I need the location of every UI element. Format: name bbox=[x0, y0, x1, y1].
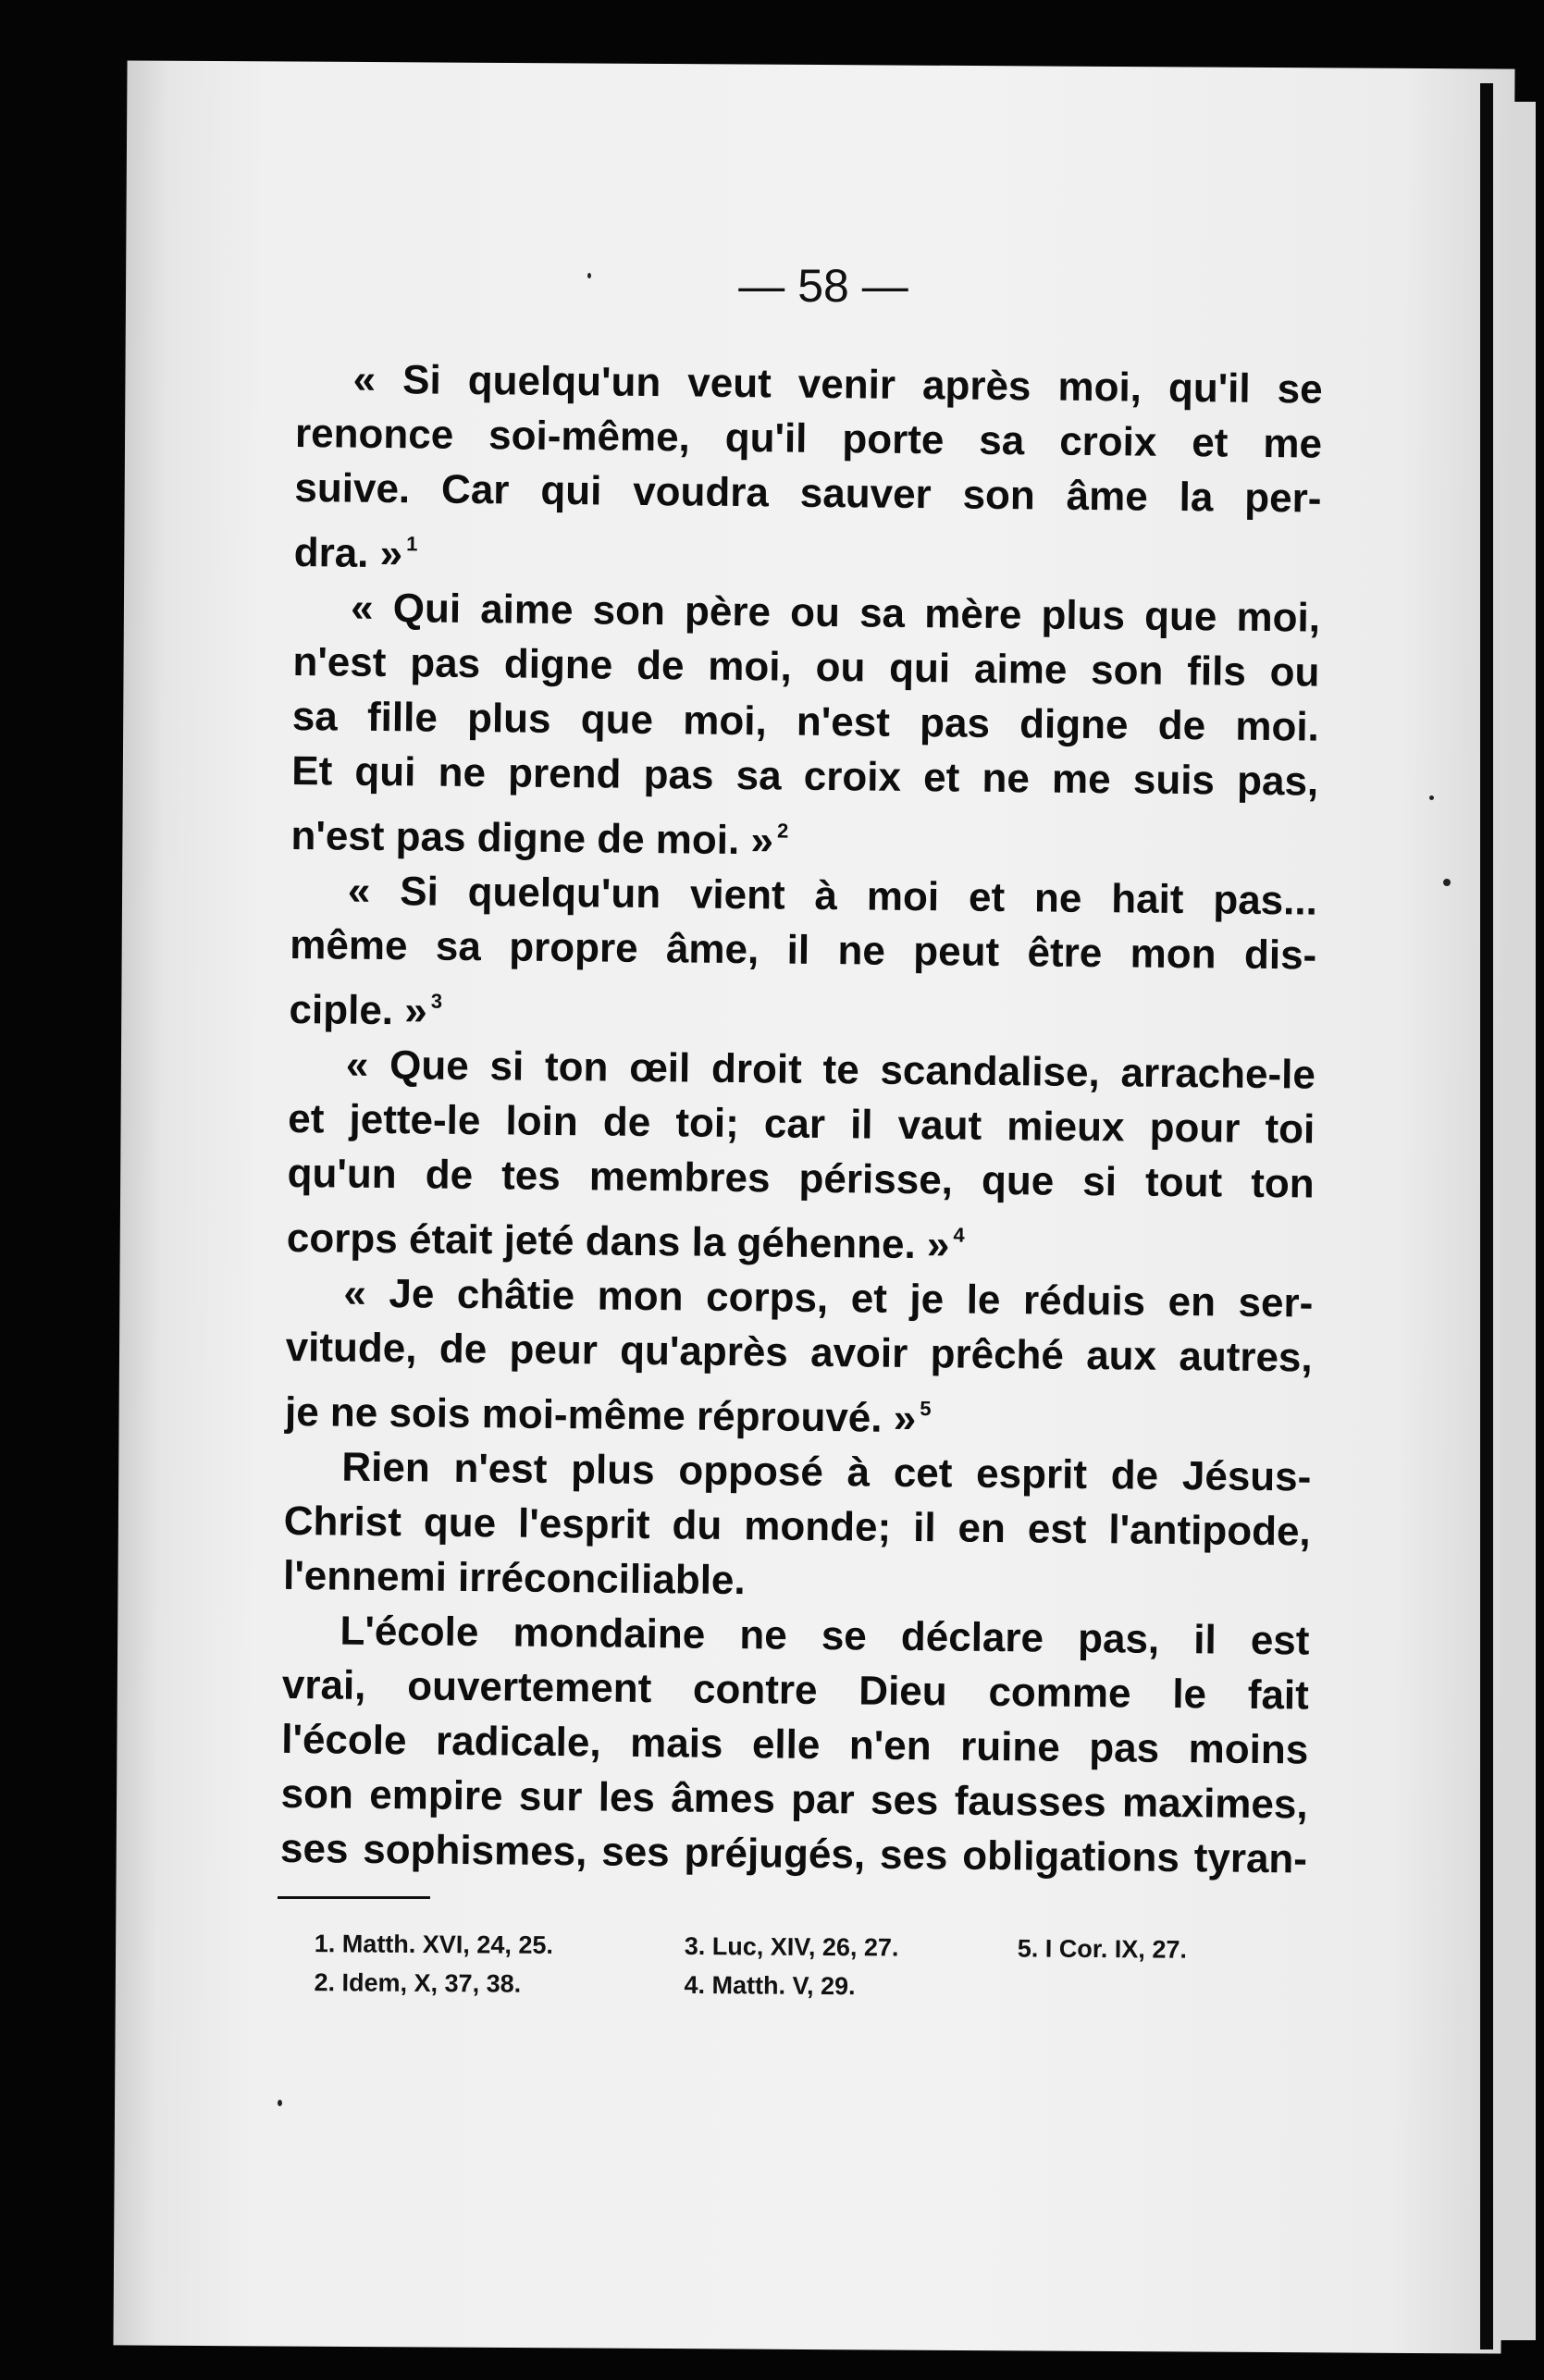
paragraph bbox=[285, 1265, 1314, 1450]
footnote-column bbox=[684, 1927, 898, 2006]
footnote-column bbox=[1018, 1929, 1187, 1968]
text-line: vrai, ouvertement contre Dieu comme le fait bbox=[281, 1661, 1310, 1719]
text-line: « Je châtie mon corps, et je le réduis en ser- bbox=[343, 1270, 1314, 1326]
text-line: renonce soi-même, qu'il porte sa croix et me bbox=[294, 410, 1323, 467]
footnote: 3. Luc, XIV, 26, 27. bbox=[684, 1931, 899, 1962]
footnote-ref: 1 bbox=[406, 532, 418, 556]
footnote-ref: 5 bbox=[920, 1397, 932, 1421]
text-line: son empire sur les âmes par ses fausses maximes, bbox=[280, 1770, 1308, 1828]
text-line: « Que si ton œil droit te scandalise, arrache-le bbox=[345, 1042, 1316, 1098]
text-line: suive. Car qui voudra sauver son âme la per- bbox=[294, 464, 1322, 522]
text-line: et jette-le loin de toi; car il vaut mieux pour toi bbox=[288, 1095, 1315, 1153]
footnote-column bbox=[314, 1924, 553, 2004]
text-line: Et qui ne prend pas sa croix et ne me suis pas, bbox=[290, 747, 1319, 805]
footnote-ref: 3 bbox=[430, 989, 443, 1013]
text-line-last bbox=[293, 515, 1321, 591]
text-line-last bbox=[285, 1375, 1313, 1450]
footnote: 1. Matth. XVI, 24, 25. bbox=[314, 1930, 554, 1959]
page-number: — 58 — bbox=[738, 260, 908, 312]
footnote-rule bbox=[278, 1896, 430, 1899]
paragraph bbox=[289, 863, 1317, 1048]
text-line-last bbox=[287, 1201, 1315, 1276]
paragraph bbox=[290, 580, 1320, 874]
text-line: « Si quelqu'un vient à moi et ne hait pas... bbox=[347, 868, 1318, 924]
page-gutter-shadow bbox=[1480, 83, 1493, 2349]
text-line: dra. » bbox=[293, 529, 403, 577]
text-line: même sa propre âme, il ne peut être mon dis- bbox=[290, 921, 1317, 979]
scan-speck bbox=[1443, 879, 1451, 886]
scan-speck bbox=[278, 2100, 282, 2106]
text-line: ciple. » bbox=[289, 986, 427, 1034]
text-line: n'est pas digne de moi, ou qui aime son fils ou bbox=[292, 638, 1320, 696]
footnote-ref: 2 bbox=[776, 819, 789, 843]
body-text bbox=[280, 351, 1323, 1887]
text-line: « Qui aime son père ou sa mère plus que moi, bbox=[350, 585, 1321, 641]
text-line: « Si quelqu'un veut venir après moi, qu'il se bbox=[352, 356, 1323, 413]
text-line: sa fille plus que moi, n'est pas digne de moi. bbox=[291, 693, 1320, 750]
text-line: n'est pas digne de moi. » bbox=[290, 812, 774, 864]
paragraph bbox=[293, 351, 1323, 591]
text-line: Rien n'est plus opposé à cet esprit de Jésus- bbox=[341, 1444, 1312, 1500]
paragraph bbox=[283, 1439, 1312, 1614]
text-line-last bbox=[290, 798, 1318, 874]
scan-speck bbox=[587, 273, 591, 278]
text-line: l'école radicale, mais elle n'en ruine pas moins bbox=[281, 1716, 1309, 1773]
text-line: L'école mondaine ne se déclare pas, il est bbox=[340, 1608, 1310, 1664]
text-line-last bbox=[289, 972, 1316, 1048]
paragraph bbox=[280, 1603, 1310, 1887]
text-line: qu'un de tes membres périsse, que si tout ton bbox=[287, 1150, 1315, 1207]
scan-speck bbox=[1429, 795, 1434, 800]
footnote: 2. Idem, X, 37, 38. bbox=[314, 1968, 522, 1998]
text-line: corps était jeté dans la géhenne. » bbox=[286, 1215, 950, 1268]
text-line: je ne sois moi-même réprouvé. » bbox=[284, 1388, 917, 1442]
footnote-ref: 4 bbox=[953, 1223, 965, 1247]
footnote: 4. Matth. V, 29. bbox=[684, 1970, 856, 2001]
text-line: vitude, de peur qu'après avoir prêché aux autres, bbox=[285, 1324, 1313, 1381]
paragraph bbox=[287, 1037, 1316, 1276]
text-line: Christ que l'esprit du monde; il en est l'antipode, bbox=[283, 1498, 1311, 1555]
text-line: ses sophismes, ses préjugés, ses obligations tyran- bbox=[279, 1825, 1308, 1882]
footnote: 5. I Cor. IX, 27. bbox=[1017, 1934, 1188, 1964]
text-line: l'ennemi irréconciliable. bbox=[282, 1552, 746, 1604]
